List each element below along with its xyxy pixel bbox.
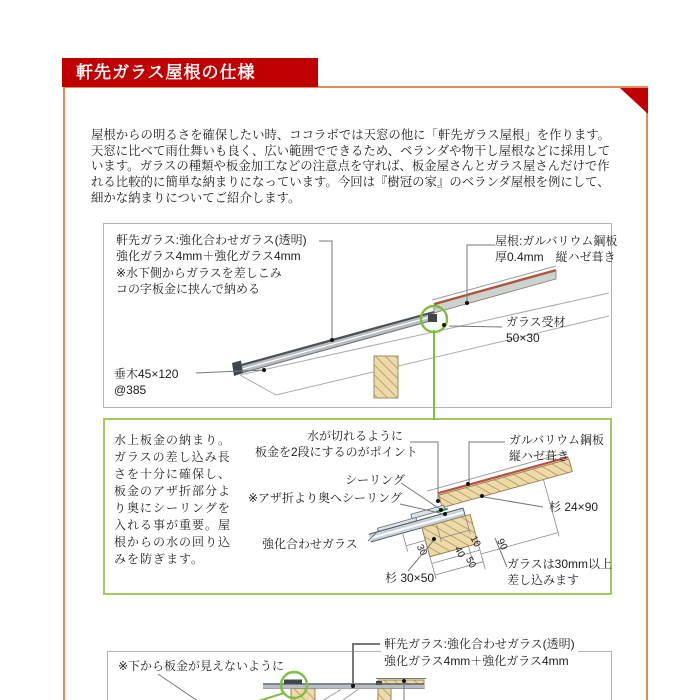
diagram-detail-upper <box>103 418 612 595</box>
intro-line: れる比較的に簡単な納まりになっています。今回は『樹冠の家』のベランダ屋根を例にして、 <box>91 175 610 190</box>
label-eaves-glass-spec-2: 軒先ガラス:強化合わせガラス(透明) 強化ガラス4mm＋強化ガラス4mm <box>381 636 578 669</box>
intro-line: 細かな納まりについてご紹介します。 <box>91 190 301 205</box>
label-laminated-glass: 強化合わせガラス <box>262 537 358 551</box>
dim-10: 10 <box>467 534 483 550</box>
intro-paragraph <box>91 128 625 207</box>
dim-50: 50 <box>462 555 478 571</box>
label-two-step-point: 水が切れるように 板金を2段にするのがポイント <box>255 429 418 460</box>
intro-line: います。ガラスの種類や板金加工などの注意点を守れば、板金屋さんとガラス屋さんだけで作 <box>91 159 610 174</box>
u-channel-cap <box>284 680 302 685</box>
label-galvalume: ガルバリウム鋼板 縦ハゼ葺き <box>509 433 605 464</box>
label-no-visible-metal: ※下から板金が見えないように <box>118 659 285 673</box>
green-leader <box>236 693 284 700</box>
intro-line: 天窓に比べて雨仕舞いも良く、広い範囲でできるため、ベランダや物干し屋根などに採用して <box>91 143 611 158</box>
page-title: 軒先ガラス屋根の仕様 <box>62 58 318 87</box>
eaves-label-leader-h <box>353 643 380 645</box>
dim-30: 30 <box>413 542 429 558</box>
glass-panel <box>232 312 434 376</box>
label-eaves-glass-spec: 軒先ガラス:強化合わせガラス(透明) 強化ガラス4mm＋強化ガラス4mm ※水下側からガラスを差しこみ コの字板金に挟んで納める <box>116 233 307 297</box>
label-glass-insert: ガラスは30mm以上 差し込みます <box>507 557 612 588</box>
rafter-section <box>374 356 398 398</box>
detail-note: 水上板金の納まり。 ガラスの差し込み長 さを十分に確保し、 板金のアザ折部分よ り奥にシーリングを 入れる事が重要。屋 根からの水の回り込 みを防ぎます。 <box>114 433 232 566</box>
label-rafter: 垂木45×120 @385 <box>114 367 179 398</box>
metal-roof-panel <box>432 266 556 313</box>
label-glass-support: ガラス受材 50×30 <box>506 315 566 346</box>
label-roof-spec: 屋根:ガルバリウム鋼板 厚0.4mm 縦ハゼ葺き <box>495 234 618 265</box>
label-cedar-30x50: 杉 30×50 <box>385 571 435 585</box>
dim-40: 40 <box>451 544 467 560</box>
eaves-label-leader-v <box>352 643 354 684</box>
glass-panel <box>263 684 424 689</box>
dim-90: 90 <box>494 537 510 553</box>
wood-post <box>378 689 391 700</box>
label-sealing-note: ※アザ折より奥へシーリング <box>248 491 402 505</box>
detail-connector-line <box>433 330 435 420</box>
label-cedar-24x90: 杉 24×90 <box>549 500 599 514</box>
diagram-overview <box>103 223 618 408</box>
label-sealing: シーリング <box>345 473 405 487</box>
intro-line: 屋根からの明るさを確保したい時、ココラボでは天窓の他に「軒先ガラス屋根」を作ります。 <box>91 128 611 142</box>
